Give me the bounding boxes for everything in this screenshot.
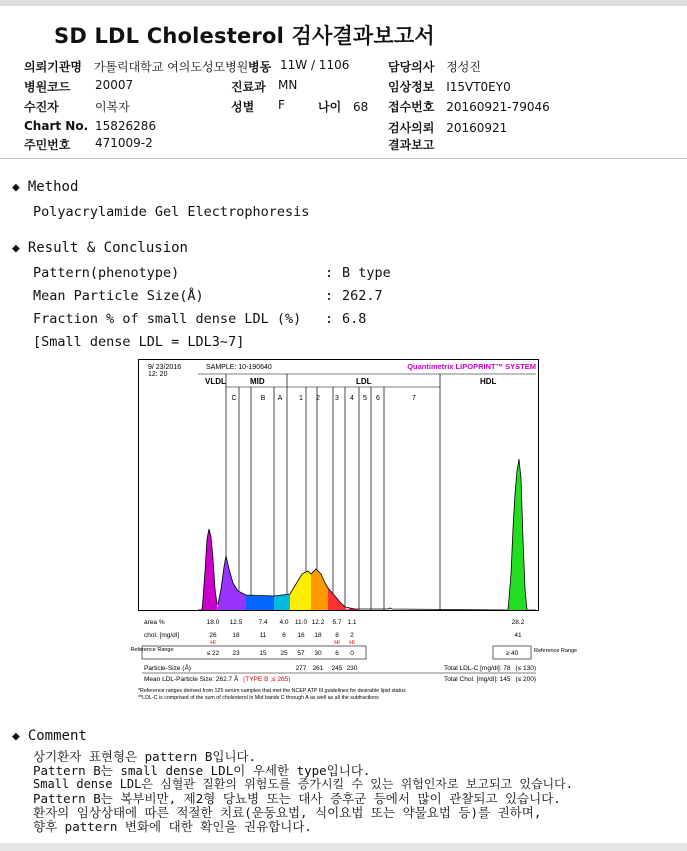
footnote-1: *Reference ranges derived from 125 serum samples that met the NCEP ATP III guidelines for desirable lipid status	[138, 688, 406, 694]
peak-a	[274, 594, 290, 610]
group-mid: MID	[250, 377, 265, 386]
report-title: SD LDL Cholesterol 검사결과보고서	[54, 24, 435, 48]
method-text: Polyacrylamide Gel Electrophoresis	[33, 204, 310, 220]
top-bar	[0, 0, 687, 6]
ward-field: 병동	[248, 60, 272, 74]
dept-field: 진료과	[231, 80, 266, 94]
total-chol-ref: (≤ 200)	[515, 676, 536, 683]
size-label: Particle-Size (Å)	[144, 665, 191, 672]
band-4: 4	[350, 395, 354, 402]
band-c: C	[231, 395, 237, 402]
ref-a: 25	[280, 650, 288, 657]
total-chol: Total Chol. [mg/dl]: 145	[444, 676, 511, 683]
result-label-pattern: Pattern(phenotype)	[33, 265, 180, 281]
diamond-bullet-icon: ◆	[12, 241, 20, 256]
result-colon: :	[325, 311, 334, 327]
examinee-value: 이복자	[95, 100, 130, 114]
header-divider	[0, 158, 687, 159]
bottom-bar	[0, 843, 687, 851]
sex-value: F	[278, 98, 285, 112]
comment-line: Small dense LDL은 심혈관 질환의 위험도를 증가시킬 수 있는 위험인자로 보고되고 있습니다.	[33, 777, 573, 791]
total-ldlc: Total LDL-C [mg/dl]: 78	[444, 665, 511, 672]
band-1: 1	[299, 395, 303, 402]
chol-ldl1: 16	[297, 632, 305, 639]
chart-no-value: 15826286	[95, 119, 157, 133]
comment-line: Pattern B는 small dense LDL이 우세한 type입니다.	[33, 763, 371, 778]
request-date-field: 검사의뢰 20160921	[388, 121, 508, 135]
ref-c: 23	[232, 650, 240, 657]
area-hdl: 28.2	[511, 619, 525, 626]
chart-sample: SAMPLE: 10-190640	[206, 364, 272, 371]
mean-size-line: Mean LDL-Particle Size: 262.7 Å (TYPE B ;≤ 265)	[144, 676, 291, 683]
institution-field: 의뢰기관명 가톨릭대학교 여의도성모병원	[24, 60, 249, 74]
chart-time: 12: 20	[148, 371, 168, 378]
resident-no-field: 주민번호	[24, 138, 71, 152]
hi-flag-ldl4: HI	[349, 640, 355, 646]
area-c: 12.5	[229, 619, 243, 626]
chol-a: 6	[282, 632, 286, 639]
hi-flag-ldl3: HI	[334, 640, 340, 646]
chol-c: 18	[232, 632, 240, 639]
band-2: 2	[316, 395, 320, 402]
band-5: 5	[363, 395, 367, 402]
size-ldl1: 277	[295, 665, 307, 672]
report-field: 결과보고	[388, 138, 435, 152]
result-colon: :	[325, 265, 334, 281]
chart-brand: Quantimetrix LIPOPRINT™ SYSTEM	[407, 362, 536, 371]
chol-ldl4: 2	[350, 632, 354, 639]
ref-ldl4: 0	[350, 650, 354, 657]
comment-line: 향후 pattern 변화에 대한 확인을 권유합니다.	[33, 819, 312, 834]
chol-hdl: 41	[514, 632, 522, 639]
hospital-code-value: 20007	[95, 78, 134, 92]
area-ldl3: 5.7	[332, 619, 342, 626]
area-ldl1: 11.0	[294, 619, 308, 626]
method-heading: ◆ Method	[12, 179, 79, 195]
ref-ldl3: 6	[335, 650, 339, 657]
clinical-info-field: 임상정보 I15VT0EY0	[388, 80, 511, 94]
result-heading: ◆ Result & Conclusion	[12, 240, 188, 256]
comment-line: 상기환자 표현형은 pattern B입니다.	[33, 749, 257, 764]
result-value-pattern: B type	[342, 265, 391, 281]
result-label-size: Mean Particle Size(Å)	[33, 288, 204, 304]
size-ldl4: 230	[346, 665, 358, 672]
dept-value: MN	[278, 78, 298, 92]
ref-hdl: ≥ 40	[505, 650, 519, 657]
peak-b	[246, 595, 274, 610]
result-value-size: 262.7	[342, 288, 383, 304]
group-hdl: HDL	[480, 377, 497, 386]
diamond-bullet-icon: ◆	[12, 180, 20, 195]
ref-vldl: ≤ 22	[206, 650, 220, 657]
hi-flag-vldl: HI	[210, 640, 216, 646]
band-b: B	[260, 395, 266, 402]
sex-field: 성별	[231, 100, 255, 114]
area-a: 4.0	[279, 619, 289, 626]
result-value-fraction: 6.8	[342, 311, 367, 327]
group-ldl: LDL	[356, 377, 372, 386]
result-colon: :	[325, 288, 334, 304]
band-7: 7	[412, 395, 416, 402]
size-ldl2: 261	[312, 665, 324, 672]
diamond-bullet-icon: ◆	[12, 729, 20, 744]
group-vldl: VLDL	[205, 377, 226, 386]
chol-ldl2: 18	[314, 632, 322, 639]
ref-ldl2: 30	[314, 650, 322, 657]
comment-line: 환자의 임상상태에 따른 적절한 치료(운동요법, 식이요법 또는 약물요법 등)를 권하며,	[33, 805, 542, 820]
band-a: A	[277, 395, 283, 402]
ref-label: Reference Range	[130, 647, 174, 653]
footnote-2: **LDL-C is comprised of the sum of cholesterol in Mid bands C through A as well as all the subfractions	[138, 695, 379, 701]
doctor-field: 담당의사 정성진	[388, 60, 481, 74]
receipt-no-field: 접수번호 20160921-79046	[388, 100, 550, 114]
area-ldl2: 12.2	[311, 619, 325, 626]
area-label: area %	[144, 619, 165, 626]
ref-right-label: Reference Range	[534, 648, 578, 654]
total-ldlc-ref: (≤ 130)	[515, 665, 536, 672]
chart-date: 9/ 23/2016	[148, 364, 182, 371]
chol-b: 11	[259, 632, 267, 639]
chol-label: chol. [mg/dl]	[144, 632, 180, 639]
area-b: 7.4	[258, 619, 268, 626]
chol-ldl3: 8	[335, 632, 339, 639]
age-field: 나이 68	[318, 100, 369, 114]
chart-no-field: Chart No.	[24, 119, 89, 133]
result-label-fraction: Fraction % of small dense LDL (%)	[33, 311, 302, 327]
ref-ldl1: 57	[297, 650, 305, 657]
result-note: [Small dense LDL = LDL3~7]	[33, 334, 245, 350]
hospital-code-field: 병원코드	[24, 80, 71, 94]
ward-value: 11W / 1106	[280, 58, 350, 72]
comment-heading: ◆ Comment	[12, 728, 87, 744]
resident-no-value: 471009-2	[95, 136, 153, 150]
area-ldl4: 1.1	[347, 619, 357, 626]
size-ldl3: 245	[331, 665, 343, 672]
ref-b: 15	[259, 650, 267, 657]
examinee-field: 수진자	[24, 100, 59, 114]
area-vldl: 18.0	[206, 619, 220, 626]
band-6: 6	[376, 395, 380, 402]
chol-vldl: 26	[209, 632, 217, 639]
band-3: 3	[335, 395, 339, 402]
comment-line: Pattern B는 복부비만, 제2형 당뇨병 또는 대사 증후군 등에서 많이 관찰되고 있습니다.	[33, 791, 561, 806]
lipoprint-chart	[130, 359, 578, 704]
